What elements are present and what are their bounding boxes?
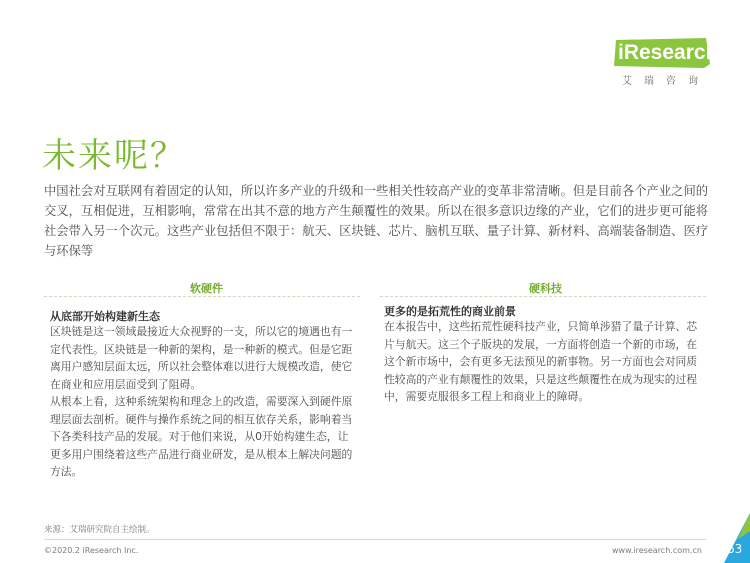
column-divider-left xyxy=(44,296,360,297)
logo-subtitle: 艾瑞咨询 xyxy=(622,76,710,87)
page-title: 未来呢？ xyxy=(42,136,186,176)
right-paragraph-1: 在本报告中，这些拓荒性硬科技产业，只简单涉猎了量子计算、芯片与航天。这三个子版块的发展，一方面将创造一个新的市场，在这个新市场中，会有更多无法预见的新事物。另一方面也会对同质性较高的产业有颠覆性的效果，只是这些颠覆性在成为现实的过程中，需要克服很多工程上和商业上的障碍。 xyxy=(384,320,698,404)
column-heading-hard-tech: 硬科技 xyxy=(529,282,562,295)
left-subtitle: 从底部开始构建新生态 xyxy=(50,310,160,323)
left-paragraph-2: 从根本上看，这种系统架构和理念上的改造，需要深入到硬件原理层面去剖析。硬件与操作系统之间的相互依存关系，影响着当下各类科技产品的发展。对于他们来说，从0开始构建生态，让更多用户围绕着这些产品进行商业研发，是从根本上解决问题的方法。 xyxy=(50,395,353,479)
column-divider-right xyxy=(380,296,706,297)
page-number: 63 xyxy=(727,542,743,556)
footer-divider xyxy=(44,539,706,540)
right-subtitle: 更多的是拓荒性的商业前景 xyxy=(384,305,516,318)
website-link[interactable]: www.iresearch.com.cn xyxy=(612,546,702,555)
column-heading-software-hardware: 软硬件 xyxy=(190,282,223,295)
iresearch-logo xyxy=(612,38,719,68)
logo-text: iResearch xyxy=(618,41,719,64)
left-paragraph-1: 区块链是这一领域最接近大众视野的一支，所以它的境遇也有一定代表性。区块链是一种新的架构，是一种新的模式。但是它距离用户感知层面太远，所以社会整体难以进行大规模改造，使它在商业和应用层面受到了阻碍。 xyxy=(50,325,353,391)
intro-paragraph: 中国社会对互联网有着固定的认知，所以许多产业的升级和一些相关性较高产业的变革非常清晰。但是目前各个产业之间的交叉，互相促进，互相影响，常常在出其不意的地方产生颠覆性的效果。所以在很多意识边缘的产业，它们的进步更可能将社会带入另一个次元。这些产业包括但不限于：航天、区块链、芯片、脑机互联、量子计算、新材料、高端装备制造、医疗与环保等 xyxy=(44,184,709,258)
copyright-text: ©2020.2 iResearch Inc. xyxy=(44,546,139,555)
source-note: 来源：艾瑞研究院自主绘制。 xyxy=(44,525,155,535)
